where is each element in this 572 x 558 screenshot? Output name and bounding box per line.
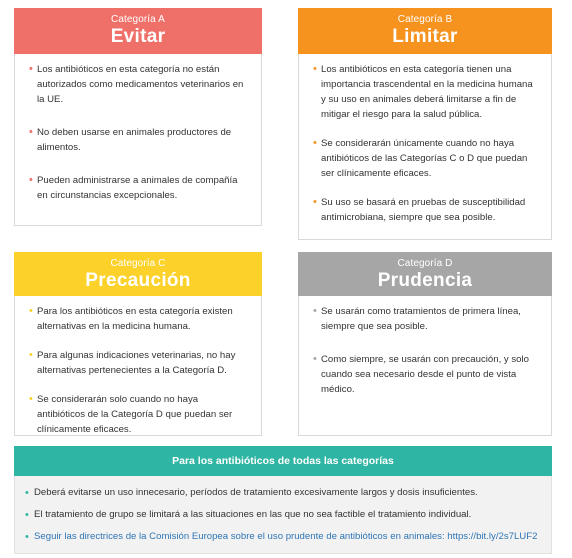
category-b-card: [298, 8, 552, 240]
bullet-icon: •: [313, 353, 317, 365]
list-item: • Se considerarán solo cuando no haya antibióticos de la Categoría D que puedan ser clínicamente eficaces.: [29, 393, 233, 435]
category-a-label: Categoría A: [111, 14, 165, 25]
bullet-icon: •: [29, 126, 33, 138]
category-d-card: [298, 252, 552, 436]
all-categories-card: [14, 446, 552, 554]
list-item: • Su uso se basará en pruebas de susceptibilidad antimicrobiana, siempre que sea posible.: [313, 196, 526, 223]
bullet-icon: •: [313, 63, 317, 75]
bullet-icon: •: [29, 63, 33, 75]
category-a-card: [14, 8, 262, 226]
bullet-icon: •: [313, 137, 317, 149]
list-item: • Los antibióticos en esta categoría no están autorizados como medicamentos veterinarios en la UE.: [29, 63, 244, 105]
category-a-header: [14, 8, 262, 54]
list-item: • Se usarán como tratamientos de primera línea, siempre que sea posible.: [313, 305, 521, 332]
category-d-title: Prudencia: [377, 270, 473, 291]
bullet-icon: •: [29, 174, 33, 186]
bullet-icon: •: [29, 349, 33, 361]
category-b-body: [298, 54, 552, 240]
list-item: • Los antibióticos en esta categoría tienen una importancia trascendental en la medicina humana y su uso en animales deberá limitarse a fin de mitigar el riesgo para la salud pública.: [313, 63, 533, 120]
category-d-label: Categoría D: [397, 258, 453, 269]
category-c-body: [14, 296, 262, 436]
list-item: • Pueden administrarse a animales de compañía en circunstancias excepcionales.: [29, 174, 238, 201]
bullet-icon: •: [29, 305, 33, 317]
guidelines-link[interactable]: • Seguir las directrices de la Comisión Europea sobre el uso prudente de antibióticos en animales: https://bit.ly/2s7LUF2: [25, 526, 541, 548]
list-item: • Para algunas indicaciones veterinarias, no hay alternativas pertenecientes a la Categoría D.: [29, 349, 236, 376]
list-item: • Para los antibióticos en esta categoría existen alternativas en la medicina humana.: [29, 305, 233, 332]
list-item: • No deben usarse en animales productores de alimentos.: [29, 126, 232, 153]
list-item: • Se considerarán únicamente cuando no haya antibióticos de las Categorías C o D que puedan ser clínicamente eficaces.: [313, 137, 528, 179]
category-b-label: Categoría B: [397, 14, 453, 25]
bullet-icon: •: [25, 531, 29, 543]
list-item: • Como siempre, se usarán con precaución, y solo cuando sea necesario desde el punto de vista médico.: [313, 353, 529, 395]
bullet-icon: •: [313, 305, 317, 317]
category-a-title: Evitar: [110, 26, 166, 47]
all-categories-header: Para los antibióticos de todas las categorías: [14, 446, 552, 476]
list-item: • El tratamiento de grupo se limitará a las situaciones en las que no sea factible el tratamiento individual.: [25, 504, 541, 526]
all-categories-body: [14, 476, 552, 554]
bullet-icon: •: [313, 196, 317, 208]
category-c-card: [14, 252, 262, 436]
category-c-title: Precaución: [85, 270, 191, 291]
bullet-icon: •: [25, 487, 29, 499]
category-c-label: Categoría C: [110, 258, 166, 269]
category-d-header: [298, 252, 552, 296]
category-a-body: [14, 54, 262, 226]
bullet-icon: •: [29, 393, 33, 405]
bullet-icon: •: [25, 509, 29, 521]
category-b-title: Limitar: [392, 26, 458, 47]
list-item: • Deberá evitarse un uso innecesario, períodos de tratamiento excesivamente largos y dosis insuficientes.: [25, 482, 541, 504]
category-d-body: [298, 296, 552, 436]
category-b-header: [298, 8, 552, 54]
category-c-header: [14, 252, 262, 296]
